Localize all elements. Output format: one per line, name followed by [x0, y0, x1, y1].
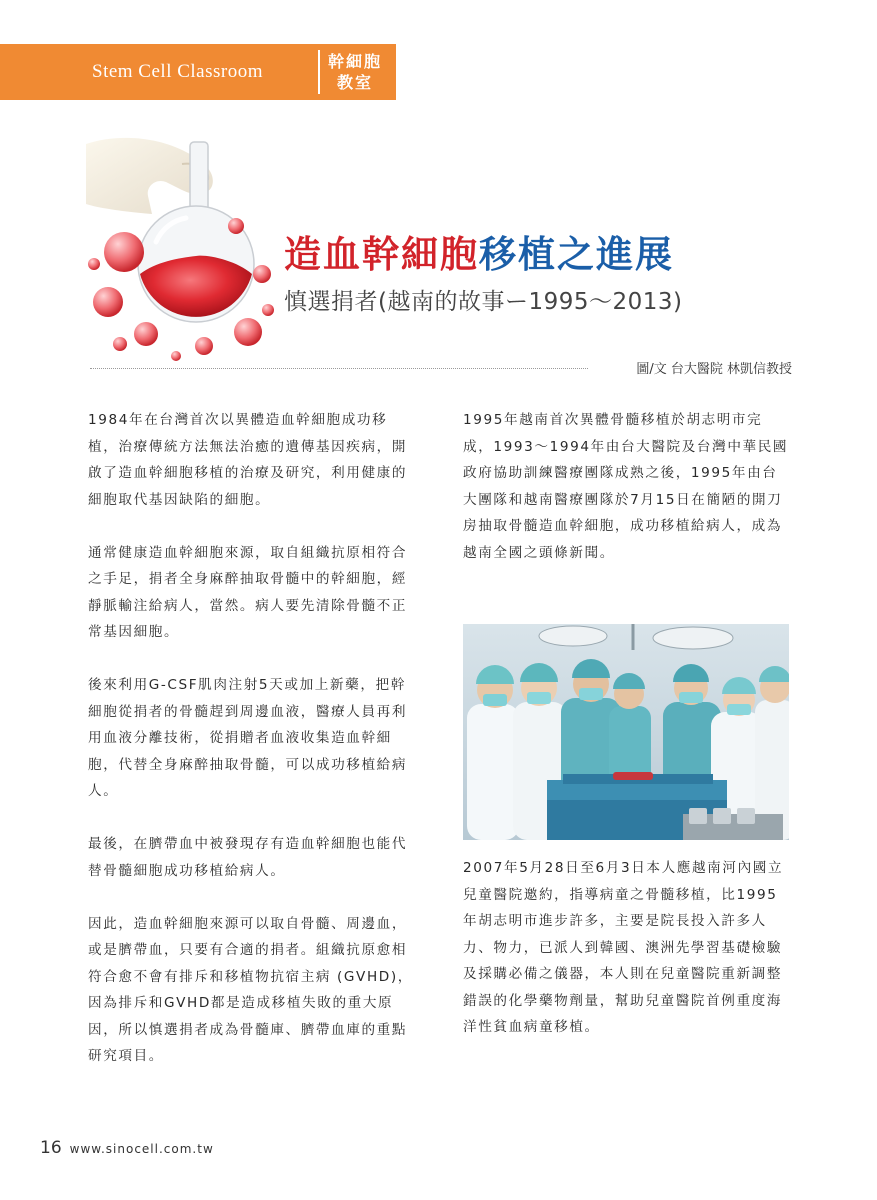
page-number: 16: [40, 1138, 62, 1158]
article-title-red: 造血幹細胞: [284, 233, 479, 276]
banner-divider: [318, 50, 320, 94]
paragraph: 通常健康造血幹細胞來源，取自組織抗原相符合之手足，捐者全身麻醉抽取骨髓中的幹細胞，經靜脈輸注給病人，當然。病人要先清除骨髓不正常基因細胞。: [88, 544, 408, 640]
flask-icon: [86, 134, 276, 364]
photo-icon: [463, 624, 789, 840]
article-title: [284, 224, 804, 278]
byline: 圖/文 台大醫院 林凱信教授: [636, 362, 792, 377]
surgical-team-photo: [463, 624, 789, 840]
left-column: [88, 407, 416, 1070]
article-subtitle: 慎選捐者(越南的故事ー1995～2013): [284, 289, 683, 315]
byline-rule: [90, 368, 588, 369]
banner-chinese-line1: 幹細胞: [328, 52, 383, 71]
paragraph: 1995年越南首次異體骨髓移植於胡志明市完成，1993～1994年由台大醫院及台灣中華民國政府協助訓練醫療團隊成熟之後，1995年由台大團隊和越南醫療團隊於7月15日在簡陋的開刀房抽取骨髓造血幹細胞，成功移植給病人，成為越南全國之頭條新聞。: [463, 412, 789, 561]
paragraph: 最後，在臍帶血中被發現存有造血幹細胞也能代替骨髓細胞成功移植給病人。: [88, 836, 408, 879]
footer-url: www.sinocell.com.tw: [69, 1142, 214, 1156]
right-column: [463, 407, 789, 1035]
flask-illustration: [86, 134, 276, 364]
page-footer: [40, 1138, 214, 1158]
paragraph: 1984年在台灣首次以異體造血幹細胞成功移植，治療傳統方法無法治癒的遺傳基因疾病，開啟了造血幹細胞移植的治療及研究，利用健康的細胞取代基因缺陷的細胞。: [88, 412, 408, 508]
paragraph: 因此，造血幹細胞來源可以取自骨髓、周邊血，或是臍帶血，只要有合適的捐者。組織抗原愈相符合愈不會有排斥和移植物抗宿主病 (GVHD)，因為排斥和GVHD都是造成移植失敗的重大原因，所以慎選捐者成為骨髓庫、臍帶血庫的重點研究項目。: [88, 915, 413, 1064]
paragraph: 後來利用G-CSF肌肉注射5天或加上新藥，把幹細胞從捐者的骨髓趕到周邊血液，醫療人員再利用血液分離技術，從捐贈者血液收集造血幹細胞，代替全身麻醉抽取骨髓，可以成功移植給病人。: [88, 677, 408, 799]
banner-english-label: Stem Cell Classroom: [92, 61, 263, 82]
banner-chinese-line2: 教室: [337, 73, 374, 92]
section-banner: [0, 44, 396, 100]
paragraph: 2007年5月28日至6月3日本人應越南河內國立兒童醫院邀約，指導病童之骨髓移植，比1995年胡志明市進步許多，主要是院長投入許多人力、物力，已派人到韓國、澳洲先學習基礎檢驗及採購必備之儀器，本人則在兒童醫院重新調整錯誤的化學藥物劑量，幫助兒童醫院首例重度海洋性貧血病童移植。: [463, 860, 784, 1035]
article-title-blue: 移植之進展: [479, 233, 674, 276]
banner-chinese-label: [328, 51, 382, 93]
